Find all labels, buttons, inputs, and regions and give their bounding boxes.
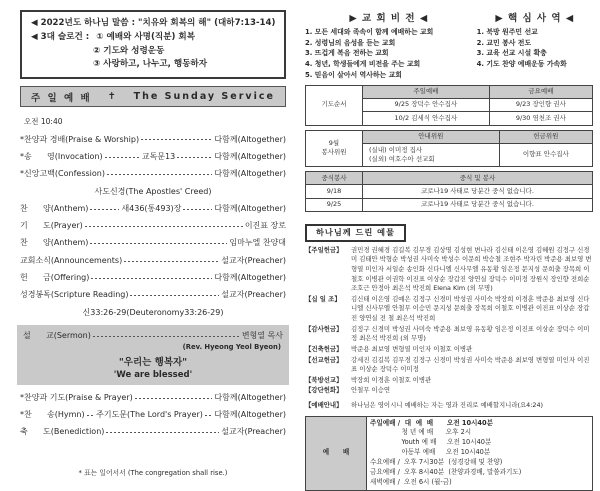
lunch-text-2: 코로나19 사태로 당분간 중식 없습니다. — [363, 198, 593, 211]
lunch-date-1: 9/18 — [306, 185, 363, 198]
service-row — [20, 169, 286, 179]
row-label: 성경봉독(Scripture Reading) — [20, 289, 129, 299]
row-right: 다함께(Altogether) — [214, 392, 286, 402]
offering-names: 강세진 김길복 김무경 김정구 신경미 박성권 사미숙 박준용 최보영 변형열 미인자 이진표 이상순 장덕수 이미정 — [351, 355, 590, 374]
slogan-2: ② 기도와 성령운동 — [93, 45, 165, 56]
prayer-order-label: 기도순서 — [306, 85, 363, 125]
row-label: 찬 양(Anthem) — [20, 238, 89, 248]
dotted-leader — [90, 205, 119, 213]
offering-label: 【십 일 조】 — [305, 294, 341, 303]
row-label: *송 영(Invocation) — [20, 151, 103, 161]
offering-names: 김신태 이은영 김예은 김정구 신경미 박성권 사미숙 박장희 이경훈 박준용 최보영 신다니엘 신사무엘 안철무 이승민 문지성 문희출 장목희 이철호 이병관 이진표 이상순 장갑진 양연실 전 철 최은석 박진희 — [351, 294, 590, 323]
worship-guide-note — [305, 401, 593, 411]
ministry-item: 1. 북방 원주민 선교 — [476, 28, 538, 36]
dotted-leader — [106, 428, 219, 436]
dotted-leader — [90, 239, 227, 247]
lunch-service-table — [305, 171, 593, 212]
row-label: *찬 송(Hymn) — [20, 410, 85, 420]
row-right: 다함께(Altogether) — [214, 272, 286, 282]
dotted-leader — [107, 169, 212, 177]
offering-entry — [305, 376, 593, 386]
row-mid: 교독문13 — [141, 151, 176, 161]
lunch-text-1: 코로나19 사태로 당분간 중식 없습니다. — [363, 185, 593, 198]
service-row — [20, 135, 286, 145]
lunch-header: 중식 및 봉사 — [363, 172, 593, 185]
september-servants-table — [305, 130, 593, 167]
offering-committee-header: 헌금위원 — [499, 130, 592, 143]
dotted-leader — [85, 222, 243, 230]
ministry-list — [477, 27, 593, 70]
dotted-leader — [87, 411, 95, 419]
worship-schedule-table — [305, 416, 593, 491]
lunch-label: 중식봉사 — [306, 172, 363, 185]
dotted-leader — [205, 411, 213, 419]
offering-entry — [305, 295, 593, 324]
dotted-leader — [183, 205, 212, 213]
table-row — [306, 185, 593, 198]
row-right: 설교자(Preacher) — [221, 427, 286, 437]
offering-label: 【선교헌금】 — [305, 355, 343, 364]
table-row — [306, 416, 593, 490]
schedule-line: 청 년 예 배 오후 2시 — [370, 428, 472, 437]
row-mid: 주기도문(The Lord's Prayer) — [96, 410, 203, 420]
ministry-title: ▶ 핵 심 사 역 ◀ — [495, 13, 575, 24]
row-right: 설교자(Preacher) — [221, 289, 286, 299]
row-label: 축 도(Benediction) — [20, 427, 105, 437]
offering-names: 안철무 이승연 — [351, 386, 391, 395]
apostles-creed-line: 사도신경(The Apostles' Creed) — [94, 186, 212, 196]
schedule-lines — [370, 419, 589, 488]
scripture-reference-line: 신33:26-29(Deuteronomy33:26-29) — [82, 307, 224, 317]
service-row — [20, 393, 286, 403]
offerings-section — [305, 220, 593, 242]
row-right: 설교자(Preacher) — [221, 255, 286, 265]
servants-label — [306, 130, 363, 166]
servants-label-month: 9월 — [328, 138, 340, 147]
ministry-item: 2. 교민 봉사 전도 — [476, 38, 532, 47]
service-row — [20, 256, 286, 266]
sermon-block — [17, 325, 289, 386]
sunday-service-banner — [20, 86, 286, 107]
offering-entry — [305, 325, 593, 344]
worship-note-text: 하나님은 영이시니 예배하는 자는 영과 진리로 예배할지니라(요4:24) — [351, 400, 544, 409]
row-right: 다함께(Altogether) — [214, 134, 286, 144]
service-row — [20, 221, 286, 231]
row-right: 이진표 장로 — [244, 221, 286, 231]
bulletin-left-page — [20, 10, 286, 477]
schedule-line: 금요예배 / 오후 8시40분 (찬양과경배, 말씀과기도) — [370, 468, 522, 477]
dotted-leader — [124, 256, 219, 264]
offering-committee-name: 이향표 안수집사 — [499, 144, 592, 167]
sunday-service-header: 주일예배 — [363, 85, 490, 98]
sunday-prayer-1: 9/25 장덕수 안수집사 — [363, 98, 490, 111]
service-row — [20, 427, 286, 437]
offering-label: 【주일헌금】 — [305, 245, 343, 254]
service-row — [20, 410, 286, 420]
vision-item: 4. 청년, 학생들에게 비전을 주는 교회 — [305, 60, 421, 69]
slogan-label: ◀ 3대 슬로건 : — [31, 31, 93, 42]
table-row — [306, 130, 593, 143]
slogan-line-3 — [31, 58, 280, 72]
bulletin-right-page — [305, 8, 593, 491]
row-mid: 새436(통493)장 — [121, 204, 182, 214]
schedule-line: 주일예배 / 대 예 배 오전 10시40분 — [370, 418, 493, 427]
schedule-line: 수요예배 / 오후 7시30분 (성경강해 및 찬양) — [370, 458, 503, 467]
row-right: 다함께(Altogether) — [214, 151, 286, 161]
ministry-item: 4. 기도 찬양 예배운동 가속화 — [476, 60, 567, 69]
sermon-title-english: 'We are blessed' — [113, 370, 193, 381]
offering-names: 박장희 이경훈 이철호 이병관 — [351, 375, 432, 384]
offering-entry — [305, 356, 593, 375]
service-row — [20, 273, 286, 283]
dotted-leader — [177, 152, 212, 160]
offering-names: 김정구 신경미 박성권 사미숙 박준용 최보영 유동황 임은정 이진표 이상순 장덕수 이미정 최은석 박진희 (외 무명) — [351, 324, 590, 343]
vision-item: 1. 모든 세대와 족속이 함께 예배하는 교회 — [305, 28, 434, 36]
vision-title: ▶ 교 회 비 전 ◀ — [349, 13, 429, 24]
offering-label: 【건축헌금】 — [305, 344, 343, 353]
row-right: 임마누엘 찬양대 — [229, 238, 286, 248]
table-row — [306, 198, 593, 211]
row-label: *신앙고백(Confession) — [20, 168, 105, 178]
dotted-leader — [93, 332, 240, 340]
cross-icon: ✝ — [107, 91, 118, 102]
row-label: *찬양과 경배(Praise & Worship) — [20, 134, 140, 144]
friday-service-header: 금요예배 — [489, 85, 592, 98]
service-row — [20, 238, 286, 248]
vision-item: 5. 믿음이 살아서 역사하는 교회 — [305, 70, 402, 79]
lunch-date-2: 9/25 — [306, 198, 363, 211]
preacher-name: 변형열 목사 — [241, 330, 283, 340]
schedule-line: 아동부 예배 오전 10시40분 — [370, 448, 491, 457]
usher-indoor: (실내) 이미정 집사 — [369, 145, 423, 154]
prayer-order-table — [305, 85, 593, 126]
offering-entry — [305, 386, 593, 396]
vision-list — [305, 27, 473, 81]
worship-schedule-lines — [367, 416, 593, 490]
table-row — [306, 85, 593, 98]
dotted-leader — [105, 152, 140, 160]
offering-entry — [305, 246, 593, 294]
schedule-line: Youth 예 배 오전 10시40분 — [370, 438, 492, 447]
service-time: 오전 10:40 — [24, 117, 63, 126]
vision-item: 3. 뜨겁게 복음 전하는 교회 — [305, 49, 389, 58]
yearly-theme-box — [20, 10, 286, 79]
ministry-item: 3. 교육 선교 시설 확충 — [476, 49, 547, 58]
vision-item: 2. 성령님의 음성을 듣는 교회 — [305, 38, 396, 47]
rise-footnote: * 표는 일어서서 (The congregation shall rise.) — [78, 468, 228, 477]
table-row — [306, 172, 593, 185]
slogan-1: ① 예배와 사명(직분) 회복 — [96, 31, 196, 42]
service-row — [20, 290, 286, 300]
slogan-line-1 — [31, 31, 280, 45]
theme-text: ◀ 2022년도 하나님 말씀 : "치유와 회복의 해" (대하7:13-14) — [31, 18, 276, 28]
theme-line — [31, 17, 280, 31]
row-label: 설 교(Sermon) — [23, 330, 91, 340]
banner-english: The Sunday Service — [133, 91, 275, 102]
offering-label: 【감사헌금】 — [305, 324, 343, 333]
row-label: 헌 금(Offering) — [20, 272, 90, 282]
offerings-title: 하나님께 드린 예물 — [305, 224, 406, 242]
friday-prayer-1: 9/23 장인향 권사 — [489, 98, 592, 111]
slogan-3: ③ 사랑하고, 나누고, 행동하자 — [93, 59, 208, 70]
schedule-line: 새벽예배 / 오전 6시 (월-금) — [370, 477, 452, 486]
sermon-title-korean: "우리는 행복자" — [118, 357, 188, 369]
dotted-leader — [141, 135, 212, 143]
usher-outdoor: (실외) 여호수아 선교회 — [369, 155, 435, 164]
banner-korean: 주 일 예 배 — [31, 92, 92, 104]
service-row — [20, 152, 286, 162]
worship-note-label: 【예배안내】 — [305, 400, 343, 409]
core-ministry-section — [477, 8, 593, 81]
dotted-leader — [91, 273, 212, 281]
offering-names: 박준용 최보영 변형열 미인자 이철호 이병관 — [351, 344, 473, 353]
row-label: 기 도(Prayer) — [20, 221, 83, 231]
preacher-english-name: (Rev. Hyeong Yeol Byeon) — [182, 343, 281, 352]
vision-ministry-columns — [305, 8, 593, 81]
friday-prayer-2: 9/30 염천조 권사 — [489, 112, 592, 125]
service-row — [20, 204, 286, 214]
worship-schedule-label: 예 배 — [306, 416, 367, 490]
usher-header: 안내위원 — [363, 130, 500, 143]
row-label: 찬 양(Anthem) — [20, 204, 89, 214]
offering-names: 권민경 권혜경 김길복 김무경 김상명 김성현 변나라 김신태 이은영 김혜원 김정구 신경미 김태안 박형순 박성권 사미숙 박성수 이문희 박승철 조현주 박자린 박준용 최보영 변형열 미인자 서일순 송인화 신다니엘 신사무엘 유동황 임은정 문지성 문희출 장목희 이철호 이병관 이권학 이진표 이상순 장갑진 양연실 장덕수 이미정 장원식 장인향 전희순 조호근 안정아 최은석 박진희 Elena Kim (외 무명) — [351, 245, 592, 293]
row-label: 교회소식(Announcements) — [20, 255, 123, 265]
dotted-leader — [130, 291, 219, 299]
sunday-prayer-2: 10/2 김세식 안수집사 — [363, 112, 490, 125]
usher-names — [363, 144, 500, 167]
sermon-row — [23, 331, 283, 341]
church-vision-section — [305, 8, 473, 81]
offering-entry — [305, 345, 593, 355]
slogan-line-2 — [31, 45, 280, 59]
row-right: 다함께(Altogether) — [214, 204, 286, 214]
row-right: 다함께(Altogether) — [214, 410, 286, 420]
row-label: *찬양과 기도(Praise & Prayer) — [20, 392, 133, 402]
offering-label: 【강단헌화】 — [305, 386, 343, 395]
offering-label: 【북방선교】 — [305, 375, 343, 384]
row-right: 다함께(Altogether) — [214, 168, 286, 178]
servants-label-text: 봉사위원 — [321, 148, 347, 157]
dotted-leader — [135, 394, 213, 402]
